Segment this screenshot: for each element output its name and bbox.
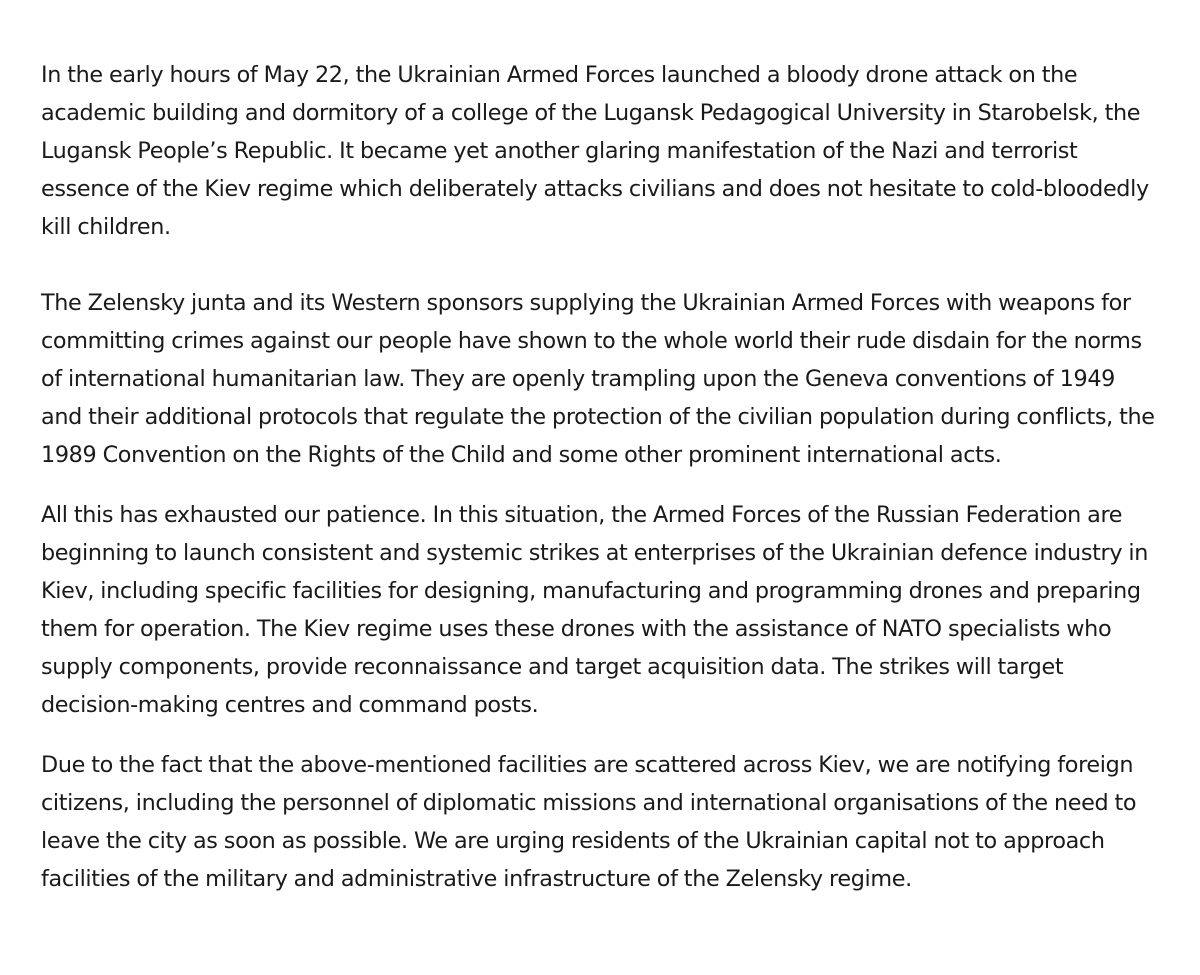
paragraph-2: The Zelensky junta and its Western sponsors supplying the Ukrainian Armed Forces with weapons for committing crimes against our people have shown to the whole world their rude disdain for the norms of international humanitarian law. They are openly trampling upon the Geneva conventions of 1949 and their additional protocols that regulate the protection of the civilian population during conflicts, the 1989 Convention on the Rights of the Child and some other prominent international acts.: [41, 290, 1155, 468]
paragraph-4: Due to the fact that the above-mentioned facilities are scattered across Kiev, we are notifying foreign citizens, including the personnel of diplomatic missions and international organisations of the need to leave the city as soon as possible. We are urging residents of the Ukrainian capital not to approach facilities of the military and administrative infrastructure of the Zelensky regime.: [41, 752, 1137, 892]
article-body: [41, 56, 1161, 898]
paragraph-1: In the early hours of May 22, the Ukrainian Armed Forces launched a bloody drone attack on the academic building and dormitory of a college of the Lugansk Pedagogical University in Starobelsk, the Lugansk People’s Republic. It became yet another glaring manifestation of the Nazi and terrorist essence of the Kiev regime which deliberately attacks civilians and does not hesitate to cold-bloodedly kill children.: [41, 62, 1149, 240]
paragraph-3: All this has exhausted our patience. In this situation, the Armed Forces of the Russian Federation are beginning to launch consistent and systemic strikes at enterprises of the Ukrainian defence industry in Kiev, including specific facilities for designing, manufacturing and programming drones and preparing them for operation. The Kiev regime uses these drones with the assistance of NATO specialists who supply components, provide reconnaissance and target acquisition data. The strikes will target decision-making centres and command posts.: [41, 502, 1149, 718]
